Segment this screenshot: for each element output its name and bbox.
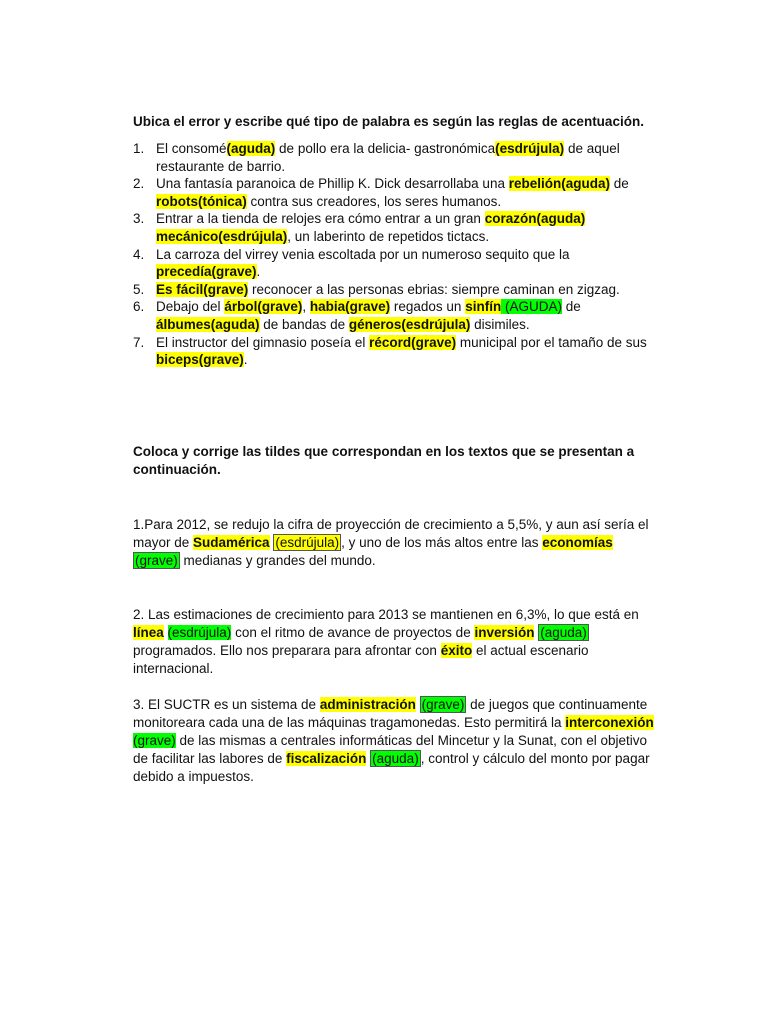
highlighted-word: Es fácil: [156, 281, 204, 297]
text-run: de las mismas a centrales informáticas del Mincetur y la Sunat, con el objetivo de facilitar las labores de: [133, 733, 647, 766]
highlighted-word: precedía(grave): [156, 264, 257, 280]
highlighted-word: robots(tónica): [156, 193, 247, 209]
highlighted-word: administración: [319, 697, 416, 712]
green-annotation: (grave): [133, 733, 176, 748]
section2-heading: Coloca y corrige las tildes que correspondan en los textos que se presentan a continuación.: [133, 444, 635, 477]
text-run: disimiles.: [470, 316, 530, 332]
highlighted-word: (aguda): [226, 141, 276, 156]
text-run: Debajo del: [156, 299, 225, 315]
highlighted-word: corazón(aguda): [484, 211, 586, 227]
text-run: El consomé: [156, 141, 227, 156]
list-item: [133, 334, 658, 369]
text-run: de bandas de: [259, 316, 349, 332]
highlighted-word: álbumes(aguda): [156, 316, 260, 332]
text-run: de: [561, 299, 581, 315]
text-run: municipal por el tamaño de sus: [456, 334, 647, 350]
list-item: [133, 210, 658, 245]
highlighted-word: inversión: [474, 625, 535, 640]
highlighted-word: rebelión(aguda): [508, 176, 610, 192]
green-annotation: (grave): [421, 697, 465, 712]
text-run: con el ritmo de avance de proyectos de: [231, 625, 475, 640]
highlighted-word: (grave): [203, 281, 249, 297]
highlighted-word: mecánico(esdrújula): [156, 228, 288, 244]
text-run: de: [609, 176, 629, 192]
highlighted-word: biceps(grave): [156, 352, 244, 368]
list-item: [133, 140, 658, 175]
text-run: 1.Para 2012, se redujo la cifra de proyección de crecimiento a 5,5%, y aun así sería el mayor de: [133, 517, 649, 550]
highlighted-word: Sudamérica: [193, 535, 270, 550]
list-number: 7.: [133, 334, 145, 350]
list-number: 3.: [133, 211, 145, 227]
list-item: [133, 298, 658, 333]
green-annotation: (grave): [135, 553, 178, 568]
list-item: [133, 281, 658, 299]
text-run: de juegos que continuamente monitoreara cada una de las máquinas tragamonedas. Esto permitirá la: [133, 697, 648, 730]
list-number: 1.: [133, 141, 145, 156]
text-run: reconocer a las personas ebrias: siempre caminan en zigzag.: [248, 281, 620, 297]
text-run: 3. El SUCTR es un sistema de: [133, 697, 320, 712]
exercise-list: [133, 140, 658, 369]
list-number: 5.: [133, 281, 145, 297]
text-run: [164, 625, 168, 640]
text-run: programados. Ello nos preparara para afrontar con: [133, 643, 441, 658]
highlighted-word: (esdrújula): [495, 141, 565, 156]
highlighted-word: fiscalización: [286, 751, 367, 766]
list-number: 6.: [133, 299, 145, 315]
highlighted-word: sinfín: [465, 299, 502, 315]
text-run: el actual escenario internacional.: [133, 643, 589, 676]
highlighted-word: (esdrújula): [275, 535, 340, 550]
paragraph-3: [133, 696, 658, 786]
text-run: ,: [302, 299, 310, 315]
highlighted-word: línea: [133, 625, 164, 640]
green-annotation: (esdrújula): [167, 625, 232, 640]
highlighted-word: árbol(grave): [224, 299, 303, 315]
paragraph-2: [133, 606, 658, 678]
green-annotation: (aguda): [540, 625, 587, 640]
text-run: .: [243, 352, 248, 368]
list-number: 4.: [133, 246, 145, 262]
green-annotation: (AGUDA): [501, 299, 562, 315]
highlighted-word: habia(grave): [309, 299, 391, 315]
green-annotation: (aguda): [372, 751, 419, 766]
highlighted-word: récord(grave): [369, 334, 457, 350]
list-item: [133, 175, 658, 210]
paragraph-1: [133, 516, 658, 570]
text-run: Una fantasía paranoica de Phillip K. Dick desarrollaba una: [156, 176, 509, 192]
highlighted-word: géneros(esdrújula): [348, 316, 471, 332]
text-run: de aquel restaurante de barrio.: [156, 141, 620, 174]
text-run: Entrar a la tienda de relojes era cómo entrar a un gran: [156, 211, 485, 227]
text-run: , control y cálculo del monto por pagar debido a impuestos.: [133, 751, 650, 784]
text-run: regados un: [390, 299, 466, 315]
highlighted-word: interconexión: [565, 715, 654, 730]
text-run: 2. Las estimaciones de crecimiento para 2013 se mantienen en 6,3%, lo que está en: [133, 607, 639, 622]
text-run: El instructor del gimnasio poseía el: [156, 334, 370, 350]
text-run: de pollo era la delicia- gastronómica: [275, 141, 496, 156]
text-run: , y uno de los más altos entre las: [341, 535, 543, 550]
text-run: medianas y grandes del mundo.: [179, 553, 376, 568]
highlighted-word: éxito: [440, 643, 473, 658]
highlighted-word: economías: [542, 535, 613, 550]
list-item: [133, 246, 658, 281]
list-number: 2.: [133, 176, 145, 192]
section1-heading: Ubica el error y escribe qué tipo de palabra es según las reglas de acentuación.: [133, 114, 644, 129]
text-run: La carroza del virrey venia escoltada por un numeroso sequito que la: [156, 246, 570, 262]
text-run: .: [256, 264, 261, 280]
text-run: , un laberinto de repetidos tictacs.: [287, 228, 490, 244]
text-run: contra sus creadores, los seres humanos.: [246, 193, 502, 209]
